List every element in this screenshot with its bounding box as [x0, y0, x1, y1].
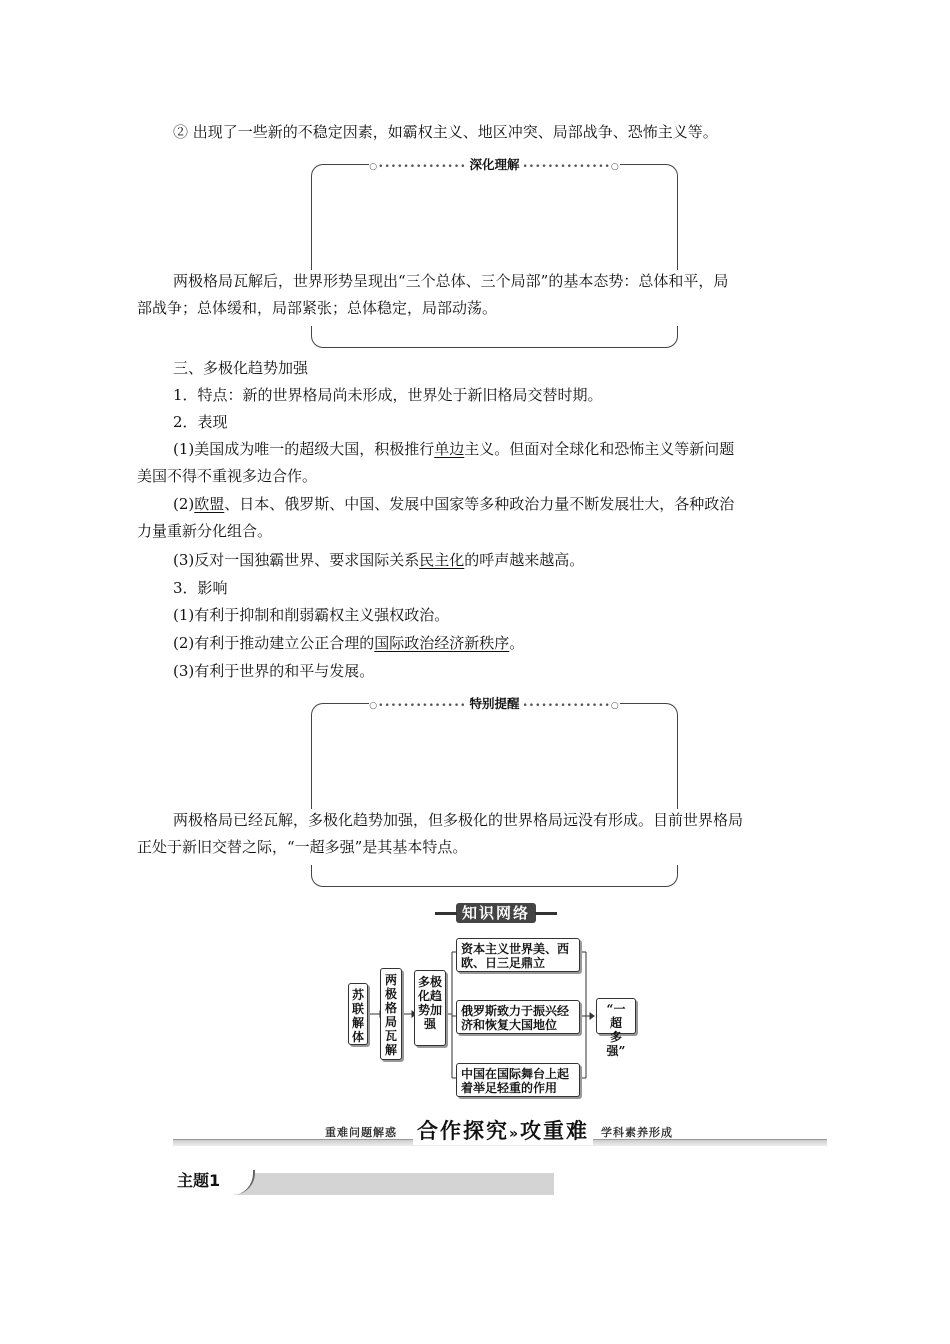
knowledge-network-title: 知识网络 — [435, 902, 557, 924]
banner-right-label: 学科素养形成 — [601, 1126, 673, 1139]
box2-text-line: 两极格局已经瓦解，多极化趋势加强，但多极化的世界格局远没有形成。目前世界格局 — [173, 811, 744, 829]
paragraph: (1)有利于抑制和削弱霸权主义强权政治。 — [173, 606, 450, 624]
intro-line: ② 出现了一些新的不稳定因素，如霸权主义、地区冲突、局部战争、恐怖主义等。 — [173, 123, 718, 141]
node-branch-russia: 俄罗斯致力于振兴经 济和恢复大国地位 — [456, 1000, 580, 1034]
underlined-term: 欧盟 — [194, 495, 225, 513]
box-title: ○•••••••••••••• 深化理解 ••••••••••••••○ — [369, 157, 620, 172]
paragraph: 2．表现 — [173, 413, 228, 431]
paragraph: (3)有利于世界的和平与发展。 — [173, 662, 375, 680]
underlined-term: 国际政治经济新秩序 — [374, 634, 510, 652]
paragraph: 美国不得不重视多边合作。 — [137, 467, 318, 485]
underlined-term: 民主化 — [419, 551, 465, 569]
box1-text-line: 部战争；总体缓和，局部紧张；总体稳定，局部动荡。 — [137, 299, 498, 317]
paragraph: 3．影响 — [173, 579, 228, 597]
paragraph: 1．特点：新的世界格局尚未形成，世界处于新旧格局交替时期。 — [173, 386, 603, 404]
paragraph: (3)反对一国独霸世界、要求国际关系民主化的呼声越来越高。 — [173, 551, 585, 569]
paragraph: (2)有利于推动建立公正合理的国际政治经济新秩序。 — [173, 634, 525, 652]
underlined-term: 单边 — [434, 440, 465, 458]
topic-header: 主题1 — [173, 1170, 554, 1195]
node-bipolar-collapse: 两 极 格 局 瓦 解 — [380, 968, 402, 1060]
box-title: ○•••••••••••••• 特别提醒 ••••••••••••••○ — [369, 696, 620, 711]
node-branch-capitalist: 资本主义世界美、西 欧、日三足鼎立 — [456, 938, 580, 972]
node-branch-china: 中国在国际舞台上起 着举足轻重的作用 — [456, 1063, 580, 1097]
node-soviet-collapse: 苏 联 解 体 — [348, 983, 368, 1045]
paragraph: 力量重新分化组合。 — [137, 522, 273, 540]
box2-text-line: 正处于新旧交替之际，“一超多强”是其基本特点。 — [137, 838, 468, 856]
node-multipolar-trend: 多极 化趋 势加 强 — [414, 970, 446, 1046]
banner-title: 合作探究»攻重难 — [413, 1115, 593, 1145]
paragraph: (2)欧盟、日本、俄罗斯、中国、发展中国家等多种政治力量不断发展壮大，各种政治 — [173, 495, 735, 513]
paragraph: (1)美国成为唯一的超级大国，积极推行单边主义。但面对全球化和恐怖主义等新问题 — [173, 440, 735, 458]
node-result: “一超 多强” — [596, 998, 636, 1034]
section-heading: 三、多极化趋势加强 — [173, 359, 309, 377]
section-banner — [173, 1117, 827, 1147]
banner-left-label: 重难问题解惑 — [325, 1126, 397, 1139]
box1-text-line: 两极格局瓦解后，世界形势呈现出“三个总体、三个局部”的基本态势：总体和平，局 — [173, 272, 729, 290]
double-arrow-icon: » — [509, 1126, 521, 1142]
